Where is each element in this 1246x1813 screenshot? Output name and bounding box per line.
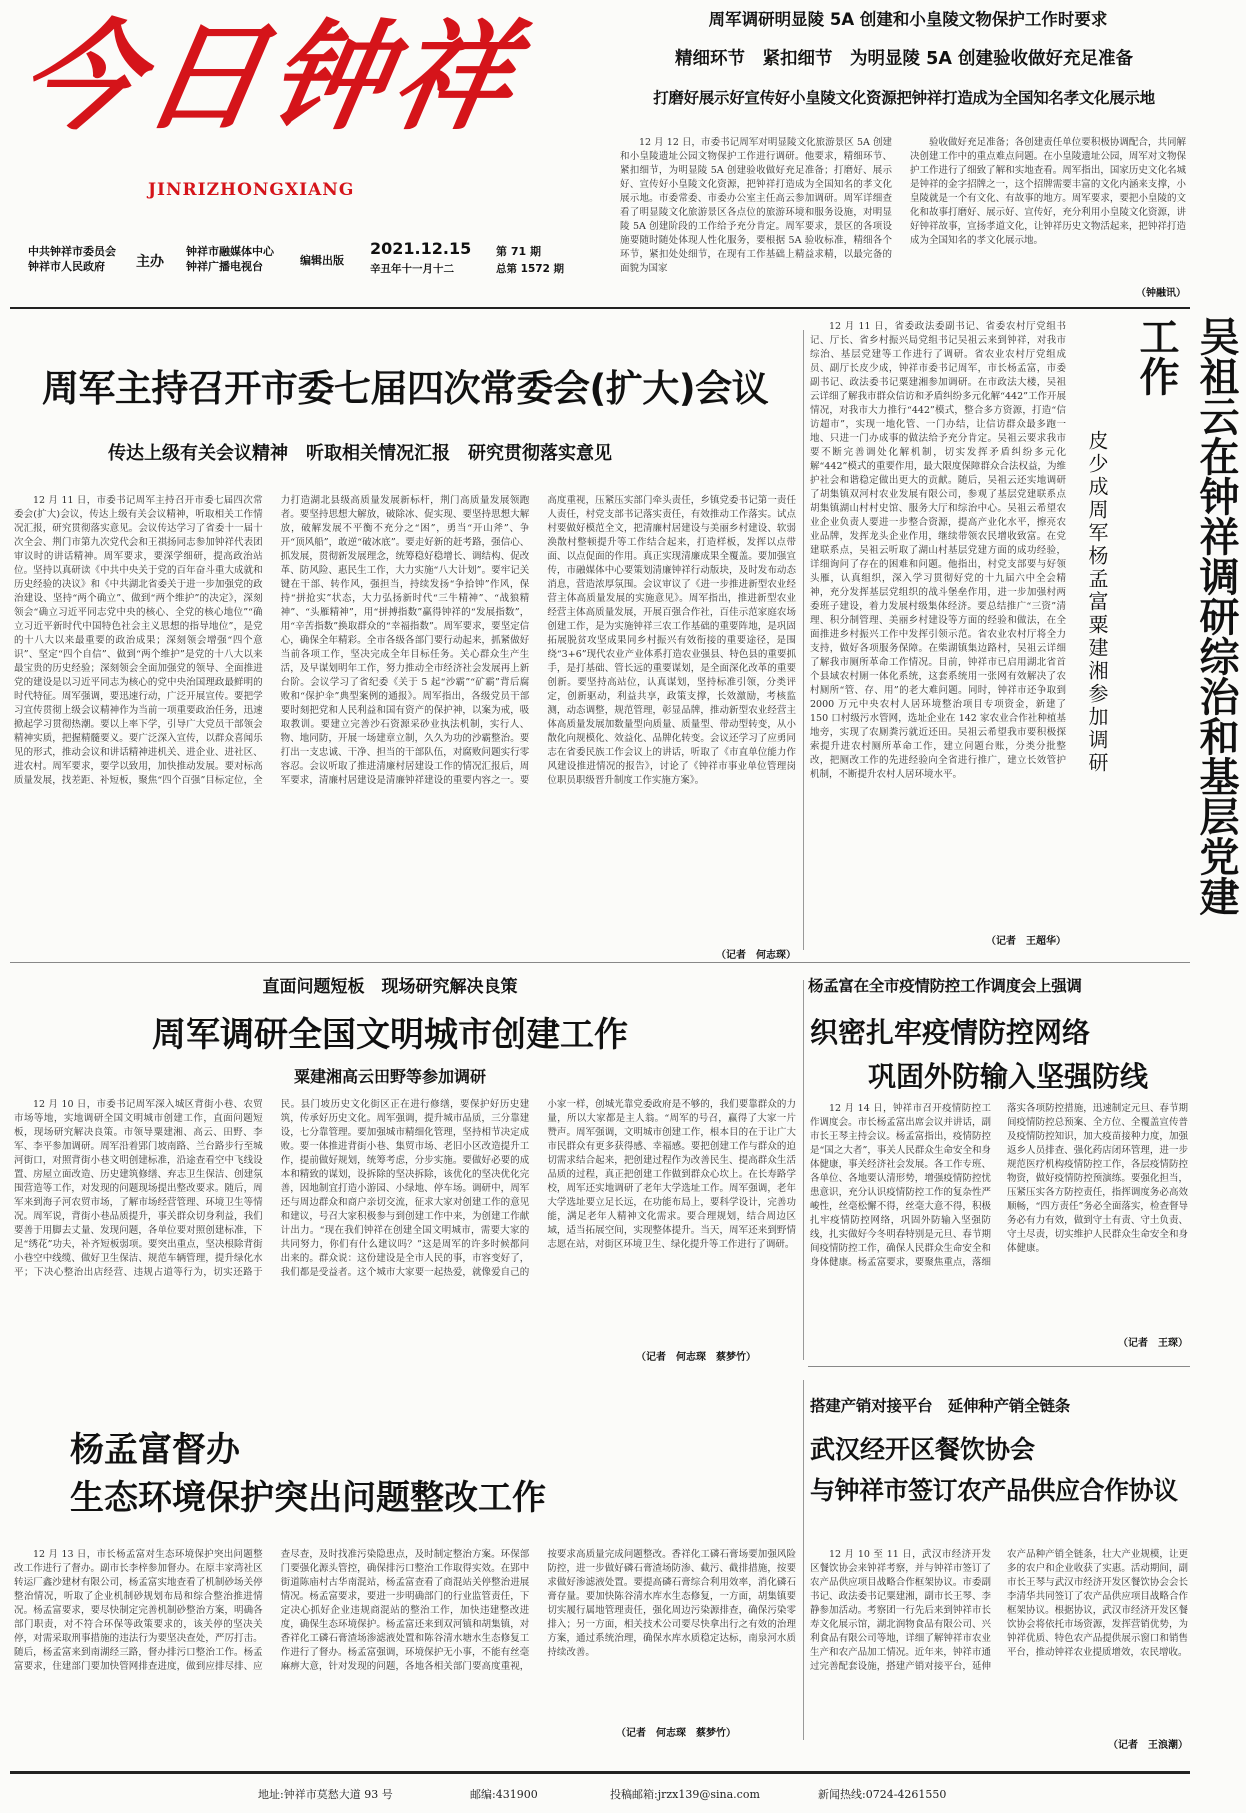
masthead-sponsors (28, 244, 116, 274)
yang-story (10, 1412, 800, 1752)
total-issue: 总第 1572 期 (496, 263, 565, 275)
epidemic-body-text: 12 月 14 日，钟祥市召开疫情防控工作调度会。市长杨孟富出席会议并讲话，副市长王琴主持会议。杨孟富指出，疫情防控是“国之大者”，事关人民群众生命安全和身体健康，事关经济社会发展。各工作专班、各单位、各地要认清形势，增强疫情防控忧患意识，充分认识疫情防控工作的复杂性严峻性，丝毫松懈不得，丝毫大意不得，积极扎牢疫情防控网络，巩固外防输入坚强防线，扎实做好今冬明春特别是元旦、春节期间疫情防控工作，确保人民群众生命安全和身体健康。杨孟富要求，要聚焦重点，落细落实各项防控措施，迅速制定元旦、春节期间疫情防控总预案、全方位、全覆盖宣传普及疫情防控知识，加大疫苗接种力度，加强返乡人员排查、强化药店闭环管理，进一步规范医疗机构疫情防控工作，各层疫情防控物资，做好疫情防控预演练。要强化担当，压紧压实各方防控责任，指挥调度务必高效顺畅，“四方责任”务必全面落实，检查督导务必有力有效，做到守土有责、守土负责、守土尽责，切实维护人民群众生命安全和身体健康。 (810, 1103, 1188, 1268)
rule-civil-right (803, 980, 804, 1360)
footer-hotline: 新闻热线:0724-4261550 (818, 1788, 947, 1801)
top-story-text-2: 验收做好充足准备；各创建责任单位要积极协调配合，共同解决创建工作中的重点难点问题。在小皇陵遗址公园，周军对文物保护工作进行了细致了解和实地查看。周军指出，国家历史文化名城是钟祥的金字招牌之一，这个招牌需要丰富的文化内涵来支撑，小皇陵就是一个有文化、有故事的地方。周军要求，要把小皇陵的文化和故事打磨好、展示好、宣传好，充分利用小皇陵文化资源，讲好钟祥故事，宣扬孝道文化，让钟祥历史文物活起来，把钟祥打造成为全国知名的孝文化展示地。 (910, 137, 1186, 246)
footer (10, 1780, 1190, 1806)
civil-kicker: 直面问题短板 现场研究解决良策 (262, 977, 518, 997)
wu-body-text: 12 月 11 日，省委政法委副书记、省委农村厅党组书记、厅长、省乡村振兴局党组书记吴祖云来到钟祥，对我市综治、基层党建等工作进行了调研。省农业农村厅党组成员、副厅长皮少成，钟祥市委书记周军，市长杨孟富，市委副书记、政法委书记粟建湘参加调研。在市政法大楼，吴祖云详细了解我市群众信访和矛盾纠纷多元化解“442”工作开展情况，对我市大力推行“442”模式，整合多方资源，打造“信访超市”，实现一地化管、一门办结，让信访群众最多跑一地、只进一门办成事的做法给予充分肯定。吴祖云要求我市要不断完善调处化解机制，切实发挥矛盾纠纷多元化解“442”模式的重要作用，最大限度保障群众合法权益，为维护社会和谐稳定做出更大的贡献。随后，吴祖云还实地调研了胡集镇双河村农业发展有限公司，参观了基层党建联系点胡集镇湖山村村史馆、服务大厅和综治中心。吴祖云希望农业企业负责人要进一步整合资源，提高产业化水平，擦亮农业品牌，发挥龙头企业作用，继续带领农民增收致富。在党建联系点，吴祖云听取了湖山村基层党建方面的成功经验，详细询问了存在的困难和问题。他指出，村党支部要与好领头雁，认真组织，深入学习贯彻好党的十九届六中全会精神，充分发挥基层党组织的战斗堡垒作用，进一步加强村两委班子建设，着力发展村级集体经济。要总结推广“三资”清理、积分制管理、美丽乡村建设等方面的经验和做法，在全面推进乡村振兴工作中发挥引领示范。省农业农村厅将全力支持，做好各项服务保障。在柴湖镇集边路村，吴祖云详细了解我市厕所革命工作情况。目前，钟祥市已启用湖北省首个县域农村厕一体化系统，这套系统用一张网有效解决了农村厕所“管、存、用”的老大难问题。同时，钟祥市还争取到 2000 万元中央农村人居环境整治项目专项资金，新建了 150 口村级污水管网，选址企业在 142 家农业合作社种植基地旁，实现了农厕粪污就近还田。吴祖云希望我市要积极探索提升进农村厕所革命工作，建立问题台账，分类分批整改，把厕改工作的先进经验向全省进行推广，建立长效管护机制，不断提升农村人居环境水平。 (810, 321, 1066, 780)
top-story-col-1 (620, 136, 892, 284)
lead-headline: 周军主持召开市委七届四次常委会(扩大)会议 (41, 367, 769, 410)
wuhan-author: （记者 王浪潮） (1108, 1740, 1188, 1751)
yang-headline-2: 生态环境保护突出问题整改工作 (70, 1478, 546, 1518)
top-story-author: （钟融讯） (1136, 288, 1186, 299)
wuhan-kicker: 搭建产销对接平台 延伸种产销全链条 (810, 1397, 1071, 1415)
civil-headline: 周军调研全国文明城市创建工作 (152, 1015, 628, 1055)
lead-story (10, 312, 800, 960)
wuhan-headline-1: 武汉经开区餐饮协会 (810, 1435, 1036, 1464)
epidemic-kicker: 杨孟富在全市疫情防控工作调度会上强调 (808, 977, 1082, 995)
sponsor-1: 中共钟祥市委员会 (28, 245, 116, 258)
footer-address: 地址:钟祥市莫愁大道 93 号 (258, 1788, 393, 1801)
sponsor-2: 钟祥市人民政府 (28, 260, 105, 273)
wu-subhead: 皮少成周军杨孟富粟建湘参加调研 (1085, 430, 1109, 775)
wu-headline: 吴祖云在钟祥调研综治和基层党建工作 (1133, 316, 1239, 916)
rule-lead-right (803, 330, 804, 950)
wu-body (810, 320, 1066, 930)
wuhan-body (810, 1548, 1188, 1734)
epidemic-headline-2: 巩固外防输入坚强防线 (868, 1060, 1149, 1093)
wu-author: （记者 王超华） (986, 936, 1066, 947)
yang-headline-1: 杨孟富督办 (70, 1430, 240, 1470)
issue-date: 2021.12.15 (370, 239, 472, 258)
wu-story (808, 312, 1239, 960)
footer-email: 投稿邮箱:jrzx139@sina.com (610, 1788, 760, 1801)
yang-body (14, 1548, 796, 1718)
publisher-1: 钟祥市融媒体中心 (186, 245, 274, 258)
top-story-col-2 (910, 136, 1186, 284)
epidemic-author: （记者 王琛） (1118, 1338, 1188, 1349)
rule-lower (808, 1366, 1190, 1367)
wuhan-headline-2: 与钟祥市签订农产品供应合作协议 (810, 1476, 1178, 1505)
epidemic-headline-1: 织密扎牢疫情防控网络 (810, 1016, 1091, 1049)
yang-author: （记者 何志琛 蔡梦竹） (616, 1728, 736, 1739)
footer-postcode: 邮编:431900 (470, 1788, 538, 1801)
sponsor-role: 主办 (136, 254, 164, 270)
civil-body (14, 1098, 796, 1348)
masthead-pinyin: JINRIZHONGXIANG (148, 180, 355, 200)
top-story-headline-1: 精细环节 紧扣细节 为明显陵 5A 创建验收做好充足准备 (675, 49, 1133, 69)
issue-number: 第 71 期 (496, 245, 541, 258)
lead-author: （记者 何志琛） (716, 950, 796, 961)
lead-body-text: 12 月 11 日，市委书记周军主持召开市委七届四次常委会(扩大)会议，传达上级有关会议精神，听取相关工作情况汇报，研究贯彻落实意见。会议传达学习了省委十一届十次全会、荆门市第九次党代会和王祺扬同志参加钟祥代表团审议时的讲话精神。周军要求，要深学细研，提高政治站位。坚持以真研读《中共中央关于党的百年奋斗重大成就和历史经验的决议》和《中共湖北省委关于进一步加强党的政治建设、坚持“两个确立”、做到“两个维护”的决定》，深刻领会“确立习近平同志党中央的核心、全党的核心地位”“确立习近平新时代中国特色社会主义思想的指导地位”，是党的十八大以来最重要的政治成果；深刻领会增强“四个意识”、坚定“四个自信”、做到“两个维护”是党的十八大以来最宝贵的历史经验；深刻领会全面加强党的领导、全面推进党的建设是以习近平同志为核心的党中央治国理政最鲜明的时代特征。周军强调，要迅速行动，广泛开展宣传。要把学习宣传贯彻上级会议精神作为当前一项重要政治任务，迅速掀起学习贯彻热潮。要以上率下学，引导广大党员干部领会精神实质，把握精髓要义。要广泛深入宣传，以群众喜闻乐见的形式，推动会议和讲话精神进机关、进企业、进社区、进农村。周军要求，要学以致用，加快推动发展。要对标高质量发展，找差距、补短板，聚焦“四个百强”目标定位，全力打造湖北县级高质量发展新标杆，荆门高质量发展领跑者。要坚持思想大解放，破除冰、促实现、要坚持思想大解放，破解发展不平衡不充分之“困”，勇当“开山斧”、争开“顶风船”，敢逆“破冰底”。要走好新的赶考路，强信心、抓发展，贯彻新发展理念，统筹稳好稳增长、调结构、促改革、防风险、惠民生工作，大力实施“八大计划”。要牢记关键在干部、转作风，强担当，持续发扬“争拾钟”作风，保持“拼抢实”状态，大力弘扬新时代“三牛精神”、“战狼精神”、“头雁精神”，用“拼搏指数”赢得钟祥的“发展指数”，用“辛苦指数”换取群众的“幸福指数”。周军要求，要坚定信心，确保全年精彩。全市各级各部门要行动起来，抓紧做好当前各项工作，坚决完成全年目标任务。关心群众生产生活，及早谋划明年工作，努力推动全市经济社会发展再上新台阶。会议学习了省纪委《关于 5 起“沙霸”“矿霸”背后腐败和“保护伞”典型案例的通报》。周军指出，各级党员干部要时刻把党和人民利益和国有资产的保护神，以案为戒，吸取教训。要建立完善沙石资源采砂业执法机制，实行人、物、地同防，开展一场建章立制，久久为功的沙霸整治。要打出一支忠诚、干净、担当的干部队伍，对腐败问题实行零容忍。会议听取了推进清廉村居建设工作的情况汇报后，周军要求，清廉村居建设是清廉钟祥建设的重要内容之一。要高度重视，压紧压实部门牵头责任，乡镇党委书记第一责任人责任，村党支部书记落实责任，有效推动工作落实。试点村要做好模范全文，把清廉村居建设与美丽乡村建设、软弱涣散村整顿提升等工作结合起来，打造样板，发挥以点带面、以点促面的作用。真正实现清廉成果全覆盖。要加强宣传，市融媒体中心要策划清廉钟祥行动版块，及时发布动态消息，营造浓厚氛围。会议审议了《进一步推进新型农业经营主体高质量发展的实施意见》。周军指出，推进新型农业经营主体高质量发展，开展百强合作社，百佳示范家庭农场创建工作，是为实施钟祥三农工作基础的重要阵地，是巩固拓展脱贫攻坚成果同乡村振兴有效衔接的重要途径，是围绕“3+6”现代农业产业体系打造农业强县、特色县的重要抓手，是打基础、管长远的重要谋划，是全面深化改革的重要创新。要坚持高站位，认真谋划，坚持标准引领，分类评定，创新驱动，利益共享，政策支撑，长效激励，考核监测，动态调整，规范管理，彰显品牌，推动新型农业经营主体高质量发展加数量型向质量、质量型、带动型转变，从小散化向规模化、效益化、品牌化转变。会议还学习了应勇同志在省委民族工作会议上的讲话，听取了《市直单位能力作风建设推进情况的报告》，讨论了《钟祥市事业单位管理岗位职员职级晋升制度工作实施方案》。 (14, 495, 796, 786)
rule-yang-right (803, 1380, 804, 1740)
rule-mid (10, 962, 1190, 963)
civil-author: （记者 何志琛 蔡梦竹） (636, 1352, 756, 1363)
rule-masthead (10, 307, 1190, 309)
civil-subhead: 粟建湘高云田野等参加调研 (293, 1067, 486, 1086)
top-story (618, 0, 1190, 300)
publisher-role: 编辑出版 (300, 254, 344, 267)
top-story-kicker: 周军调研明显陵 5A 创建和小皇陵文物保护工作时要求 (708, 10, 1108, 29)
top-story-headline-2: 打磨好展示好宣传好小皇陵文化资源把钟祥打造成为全国知名孝文化展示地 (653, 89, 1155, 107)
publisher-2: 钟祥广播电视台 (186, 260, 263, 273)
footer-rule (10, 1771, 1190, 1774)
lunar-date: 辛丑年十一月十二 (370, 263, 454, 275)
epidemic-story (808, 964, 1190, 1364)
yang-body-text: 12 月 13 日，市长杨孟富对生态环境保护突出问题整改工作进行了督办。副市长李梓参加督办。在原丰家湾社区转运厂鑫沙建材有限公司，杨孟富实地查看了机制砂场关停整治情况，听取了企业机制砂规划布局和综合整治推进情况。杨孟富要求，要尽快制定完善机制砂整治方案，明确各部门职责，对不符合环保等政策要求的，该关停的坚决关停，对需采取刑事措施的违法行为要坚决查处，严厉打击。随后，杨孟富来到南湖经三路，督办排污口整治工作。杨孟富要求，住建部门要加快管网排查进度，做到应排尽排、应查尽查，及时找准污染隐患点，及时制定整治方案。环保部门要强化源头管控，确保排污口整治工作取得实效。在郢中街道陈庙村古华南混站，杨孟富查看了商混站关停整治进展情况。杨孟富要求，要进一步明确部门的行业监管责任，下定决心抓好企业违规商混站的整治工作，加快违建整改进度，确保生态环境保护。杨孟富还来到双河镇和胡集镇，对香祥化工磷石膏渣场渗滤液处置和陈谷清水塘水生态修复工作进行了督办。杨孟富强调，环境保护无小事，不能有丝毫麻痹大意，针对发现的问题，各地各相关部门要高度重视，按要求高质量完成问题整改。香祥化工磷石膏场要加强风险防控，进一步做好磷石膏渣场防渗、截污、截排措施，按要求做好渗滤液处置。要提高磷石膏综合利用效率，消化磷石膏存量。要加快陈谷清水库水生态修复，一方面，胡集镇要切实履行属地管理责任，强化周边污染源排查，确保污染零排入；另一方面，相关技术公司要尽快拿出行之有效的治理方案，通过系统治理，确保水库水质稳定达标，南泉河水质持续改善。 (14, 1549, 796, 1672)
lead-subhead: 传达上级有关会议精神 听取相关情况汇报 研究贯彻落实意见 (108, 443, 612, 464)
lead-body (14, 494, 796, 944)
civil-body-text: 12 月 10 日，市委书记周军深入城区背街小巷、农贸市场等地，实地调研全国文明城市创建工作，直面问题短板，现场研究解决良策。市领导粟建湘、高云、田野、李军、李平参加调研。周军沿着郢门坡南路、兰台路步行至城河街口，对照背街小巷文明创建标准，沿途查看空中飞线设置、房屋立面改造、历史建筑修缮、弃志卫生保洁、创建氛围营造等工作，对发现的问题现场提出整改要求。随后，周军来到海子河农贸市场，了解市场经营管理、环境卫生等情况。周军说，背街小巷品质提升，事关群众切身利益，我们要善于用脚去丈量、发现问题，各单位要对照创建标准，下足“绣花”功夫，补齐短板弱项。要突出重点，坚决根除背街小巷空中线缆、做好卫生保洁、规范车辆管理，提升绿化水平；下决心整治出店经营、违规占道等行为，切实还路于民。县门坡历史文化街区正在进行修缮，要保护好历史建筑，传承好历史文化。周军强调，提升城市品质，三分靠建设，七分靠管理。要加强城市精细化管理，坚持相节决定成败。要一体推进背街小巷、集贸市场、老旧小区改造提升工作，提前做好规划，统筹考虑，分步实施。要做好必要的成本和精致的谋划，设拆除的坚决拆除，该优化的坚决优化完善，因地制宜打造小游园、小绿地、停车场。调研中，周军还与周边群众和商户亲切交流，征求大家对创建工作的意见和建议，号召大家积极参与到创建工作中来，为创建工作献计出力。“现在我们钟祥在创建全国文明城市，需要大家的共同努力，你们有什么建议吗？”这是周军的许多时候都问出来的。群众说：这份建设是全市人民的事，市容变好了，我们都是受益者。这个城市大家要一起热爱，就像爱自己的小家一样，创城光靠党委政府是不够的，我们要靠群众的力量，所以大家都是主人翁。“周军的号召，赢得了大家一片赞声。周军强调，文明城市创建工作，根本目的在于让广大市民群众有更多获得感、幸福感。要把创建工作与群众的迫切需求结合起来，把创建过程作为改善民生、提高群众生活品质的过程，真正把创建工作做到群众心坎上。在长寿路学校，周军还实地调研了老年大学选址工作。周军强调，老年大学选址要立足长远，在功能布局上，要科学设计，完善功能，满足老年人精神文化需求。要合理规划，结合周边区域，适当拓展空间，实现整体提升。当天，周军还来到野情志愿在站，对街区环境卫生、绿化提升等工作进行了调研。 (14, 1099, 796, 1278)
wuhan-body-text: 12 月 10 至 11 日，武汉市经济开发区餐饮协会来钟祥考察，并与钟祥市签订了农产品供应项目战略合作框架协议。市委副书记、政法委书记粟建湘，副市长王琴、李静参加活动。考察团一行先后来到钟祥市长寿文化展示馆，湖北润物食品有限公司、兴利食品有限公司等地，详细了解钟祥市农业生产和农产品加工情况。近年来，钟祥市通过完善配套设施，搭建产销对接平台，延伸农产品种产销全链条，壮大产业规模，让更多的农户和企业收获了实惠。活动期间，副市长王琴与武汉市经济开发区餐饮协会会长李清华共同签订了农产品供应项目战略合作框架协议。根据协议，武汉市经济开发区餐饮协会将依托市场资源，发挥营销优势，为钟祥优质、特色农产品提供展示窗口和销售平台，推动钟祥农业提质增效，农民增收。 (810, 1549, 1188, 1672)
civil-story (10, 964, 800, 1364)
epidemic-body (810, 1102, 1188, 1332)
masthead (0, 0, 610, 275)
masthead-publishers (186, 244, 274, 274)
masthead-title: 今日钟祥 (9, 7, 531, 146)
top-story-text-1: 12 月 12 日，市委书记周军对明显陵文化旅游景区 5A 创建和小皇陵遗址公园文物保护工作进行调研。他要求，精细环节、紧扣细节，为明显陵 5A 创建验收做好充足准备；打磨好、展示好、宣传好小皇陵文化资源，把钟祥打造成为全国知名的孝文化展示地。市委常委、市委办公室主任高云参加调研。周军详细查看了明显陵文化旅游景区各点位的旅游环境和服务设施，对明显陵 5A 创建阶段的工作给予充分肯定。周军要求，景区的各项设施要随时随处体现人性化服务，要根据 5A 验收标准，精细各个环节，紧扣处处细节，在现有工作基础上精益求精，以最完备的面貌为国家 (620, 137, 892, 274)
wuhan-story (808, 1368, 1190, 1758)
